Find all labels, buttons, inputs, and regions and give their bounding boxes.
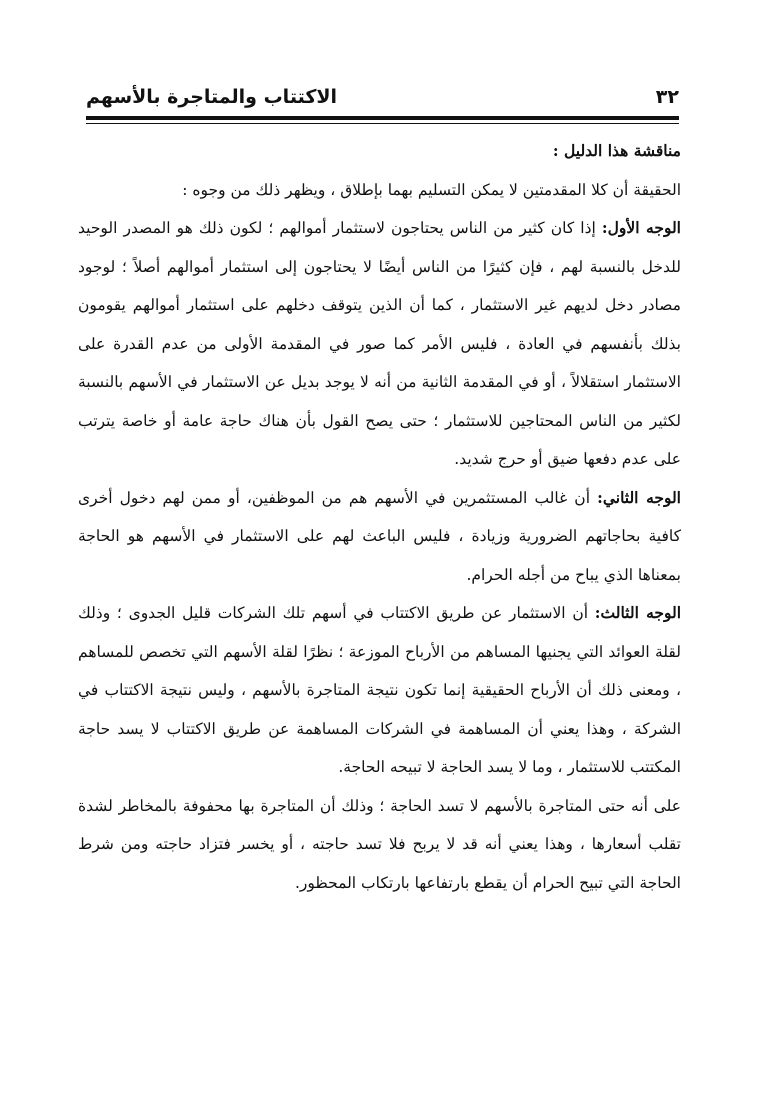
intro-paragraph: الحقيقة أن كلا المقدمتين لا يمكن التسليم بهما بإطلاق ، ويظهر ذلك من وجوه : [182,180,681,199]
page-header [86,82,679,112]
header-rule-thin [86,123,679,124]
point-text-1: إذا كان كثير من الناس يحتاجون لاستثمار أموالهم ؛ لكون ذلك هو المصدر الوحيد للدخل بالنسبة لهم ، فإن كثيرًا من الناس أيضًا لا يحتاجون إلى استثمار أموالهم أصلاً ؛ لوجود مصادر دخل لديهم غير الاستثمار ، كما أن الذين يتوقف دخلهم على استثمار أموالهم يقومون بذلك بأنفسهم في العادة ، فليس الأمر كما صور في المقدمة الأولى من عدم القدرة على الاستثمار استقلالاً ، أو في المقدمة الثانية من أنه لا يوجد بديل عن الاستثمار في الأسهم بالنسبة لكثير من الناس المحتاجين للاستثمار ؛ حتى يصح القول بأن هناك حاجة عامة أو خاصة يترتب على عدم دفعها ضيق أو حرج شديد. [78,219,681,468]
section-title: مناقشة هذا الدليل : [552,141,681,160]
header-rule-thick [86,116,679,120]
point-paragraph-3 [78,594,681,787]
page-body [78,130,681,902]
page-number: ٣٢ [655,86,679,108]
point-text-3: أن الاستثمار عن طريق الاكتتاب في أسهم تلك الشركات قليل الجدوى ؛ وذلك لقلة العوائد التي يجنيها المساهم من الأرباح الموزعة ؛ نظرًا لقلة الأسهم التي تخصص للمساهم ، ومعنى ذلك أن الأرباح الحقيقية إنما تكون نتيجة المتاجرة بالأسهم ، وليس نتيجة الاكتتاب في الشركة ، وهذا يعني أن المساهمة في الشركات المساهمة عن طريق الاكتتاب لا يسد حاجة المكتتب للاستثمار ، وما لا يسد الحاجة لا تبيحه الحاجة. [78,604,681,776]
point-lead-3: الوجه الثالث: [594,603,682,622]
point-text-2: أن غالب المستثمرين في الأسهم هم من الموظفين، أو ممن لهم دخول أخرى كافية بحاجاتهم الضرورية وزيادة ، فليس الباعث لهم على الاستثمار في الأسهم هو الحاجة بمعناها الذي يباح من أجله الحرام. [78,488,681,584]
point-paragraph-2 [78,479,681,595]
running-title: الاكتتاب والمتاجرة بالأسهم [86,86,338,108]
closing-paragraph: على أنه حتى المتاجرة بالأسهم لا تسد الحاجة ؛ وذلك أن المتاجرة بها محفوفة بالمخاطر لشدة تقلب أسعارها ، وهذا يعني أنه قد لا يربح فلا تسد حاجته ، أو يخسر فتزاد حاجته ومن شرط الحاجة التي تبيح الحرام أن يقطع بارتفاعها بارتكاب المحظور. [78,796,681,892]
point-lead-2: الوجه الثاني: [597,487,681,507]
point-lead-1: الوجه الأول: [601,218,681,237]
point-paragraph-1 [78,209,681,479]
